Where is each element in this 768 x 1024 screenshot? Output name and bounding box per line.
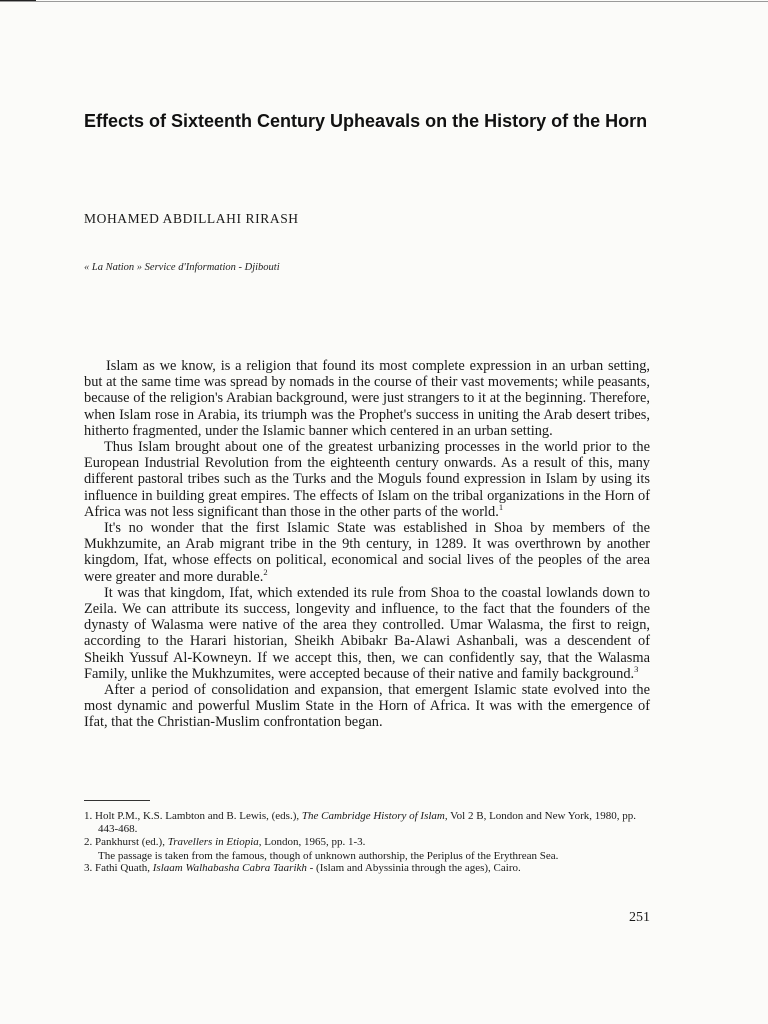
footnote-text: Pankhurst (ed.), [95,836,168,849]
footnote-title: The Cambridge History of Islam [301,810,445,822]
author-affiliation: « La Nation » Service d'Information - Djibouti [84,262,280,273]
footnote-2-note: The passage is taken from the famous, though of unknown authorship, the Periplus of the Erythrean Sea. [98,849,559,862]
footnotes [84,810,640,876]
footnote-text: - (Islam and Abyssinia through the ages), Cairo. [306,862,521,875]
paragraph-1 [84,358,650,439]
footnote-1 [84,810,640,835]
paragraph-2 [84,439,650,520]
footnote-text: Holt P.M., K.S. Lambton and B. Lewis, (eds.), [95,810,302,822]
article-body [84,358,650,731]
footnote-text: , London, 1965, pp. 1-3. [258,836,366,849]
footnote-ref[interactable]: 2 [263,566,268,577]
paragraph-text: After a period of consolidation and expansion, that emergent Islamic state evolved into the most dynamic and powerful Muslim State in the Horn of Africa. It was with the emergence of Ifat, that the Christian-Muslim confrontation began. [84,682,650,731]
article-title: Effects of Sixteenth Century Upheavals on the History of the Horn [84,111,648,131]
paragraph-text: Thus Islam brought about one of the greatest urbanizing processes in the world prior to the European Industrial Revolution from the eighteenth century onwards. As a result of this, many different pastoral tribes such as the Turks and the Moguls found expression in Islam by using its influence in building great empires. The effects of Islam on the tribal organizations in the Horn of Africa was not less significant than those in the other parts of the world. [84,439,650,520]
paragraph-5 [84,682,650,731]
footnote-number: 3. [84,862,93,875]
paragraph-3 [84,520,650,585]
footnote-rule [84,800,150,801]
footnote-ref[interactable]: 1 [498,502,504,513]
header-rule [0,1,768,2]
footnote-ref[interactable]: 3 [634,664,639,675]
paragraph-text: Islam as we know, is a religion that found its most complete expression in an urban setting, but at the same time was spread by nomads in the course of their vast movements; while peasants, because of the religion's Arabian background, were just strangers to it at the beginning. Therefore, when Islam rose in Arabia, its triumph was the Prophet's success in uniting the Arab desert tribes, hitherto fragmented, under the Islamic banner which centered in an urban setting. [84,358,650,439]
footnote-title: Islaam Walhabasha Cabra Taarikh [152,862,307,875]
footnote-3 [84,862,640,875]
footnote-number: 1. [84,810,93,822]
page-number: 251 [629,910,650,925]
footnote-text: Fathi Quath, [95,862,153,875]
paragraph-text: It was that kingdom, Ifat, which extended its rule from Shoa to the coastal lowlands down to Zeila. We can attribute its success, longevity and influence, to the fact that the founders of the dynasty of Walasma were native of the area they controlled. Umar Walasma, the first to reign, according to the Harari historian, Sheikh Abibakr Ba-Alawi Ashanbali, was a descendent of Sheikh Yussuf Al-Kowneyn. If we accept this, then, we can confidently say, that the Walasma Family, unlike the Mukhzumites, were accepted because of their native and family background. [84,584,650,682]
author-name: MOHAMED ABDILLAHI RIRASH [84,211,299,226]
paragraph-text: It's no wonder that the first Islamic State was established in Shoa by members of the Mukhzumite, an Arab migrant tribe in the 9th century, in 1289. It was overthrown by another kingdom, Ifat, whose effects on political, economical and social lives of the peoples of the area were greater and more durable. [84,520,650,585]
footnote-number: 2. [84,836,93,849]
footnote-text: , Vol 2 B, London and New York, 1980, pp. 443-468. [98,810,637,835]
footnote-title: Travellers in Etiopia [167,836,259,849]
paragraph-4 [84,585,650,682]
footnote-2 [84,836,640,849]
